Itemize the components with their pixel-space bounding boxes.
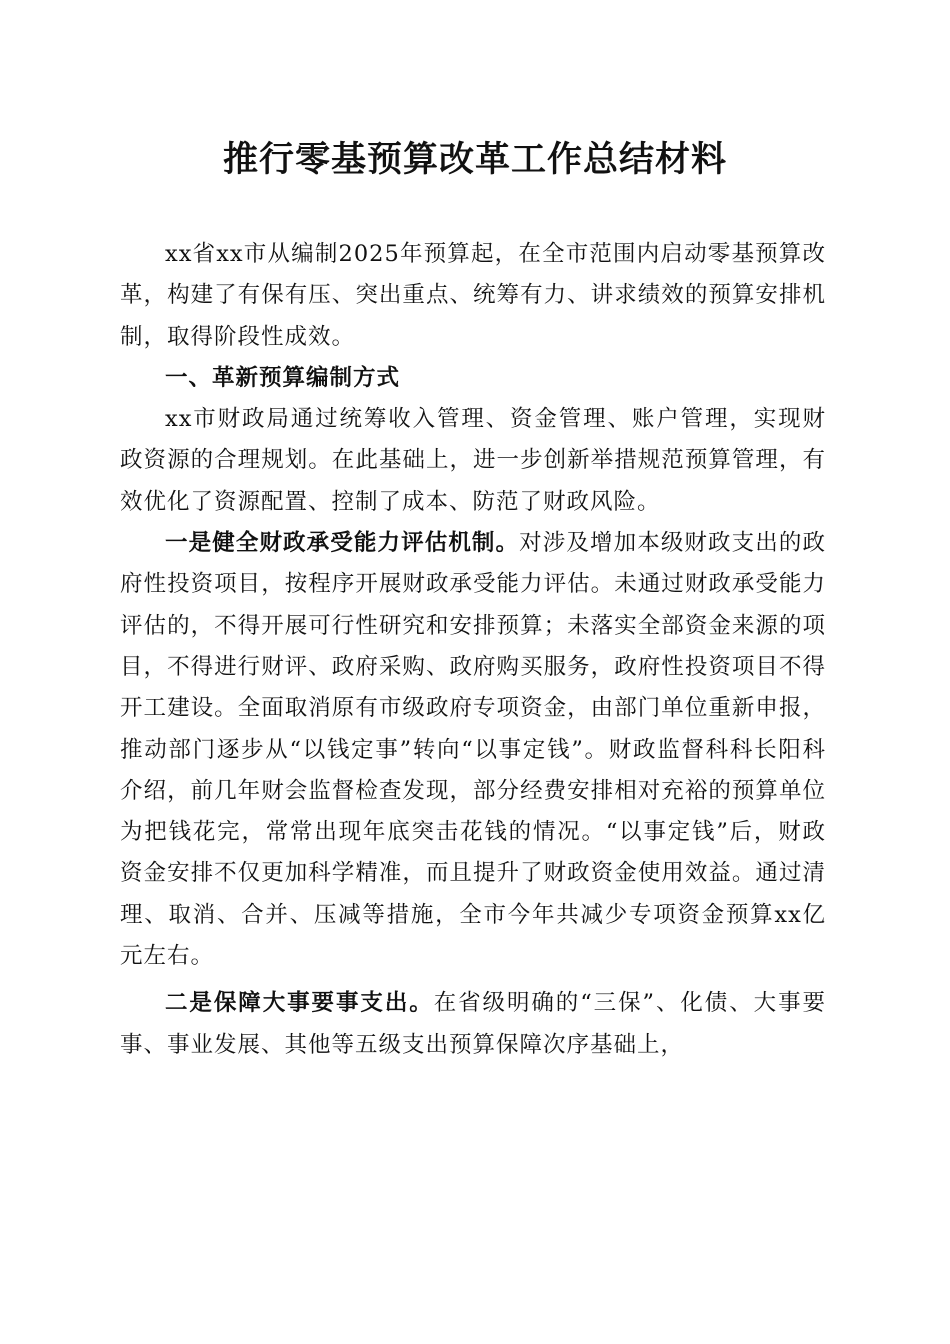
point1-paragraph (120, 523, 826, 977)
document-title: 推行零基预算改革工作总结材料 (222, 139, 727, 180)
section1-paragraph: xx市财政局通过统筹收入管理、资金管理、账户管理，实现财政资源的合理规划。在此基础上，进一步创新举措规范预算管理，有效优化了资源配置、控制了成本、防范了财政风险。 (120, 406, 826, 515)
section-heading-1: 一、革新预算编制方式 (165, 364, 401, 391)
intro-paragraph: xx省xx市从编制2025年预算起，在全市范围内启动零基预算改革，构建了有保有压、突出重点、统筹有力、讲求绩效的预算安排机制，取得阶段性成效。 (120, 241, 826, 350)
point2-lead: 二是保障大事要事支出。 (165, 990, 434, 1017)
point1-text: 对涉及增加本级财政支出的政府性投资项目，按程序开展财政承受能力评估。未通过财政承受能力评估的，不得开展可行性研究和安排预算；未落实全部资金来源的项目，不得进行财评、政府采购、政府购买服务，政府性投资项目不得开工建设。全面取消原有市级政府专项资金，由部门单位重新申报，推动部门逐步从“以钱定事”转向“以事定钱”。财政监督科科长阳科介绍，前几年财会监督检查发现，部分经费安排相对充裕的预算单位为把钱花完，常常出现年底突击花钱的情况。“以事定钱”后，财政资金安排不仅更加科学精准，而且提升了财政资金使用效益。通过清理、取消、合并、压减等措施，全市今年共减少专项资金预算xx亿元左右。 (120, 530, 826, 970)
document-body (120, 234, 826, 1066)
point2-paragraph (120, 983, 826, 1066)
point2-text: 在省级明确的“三保”、化债、大事要事、事业发展、其他等五级支出预算保障次序基础上， (120, 990, 826, 1058)
point1-lead: 一是健全财政承受能力评估机制。 (165, 530, 520, 557)
